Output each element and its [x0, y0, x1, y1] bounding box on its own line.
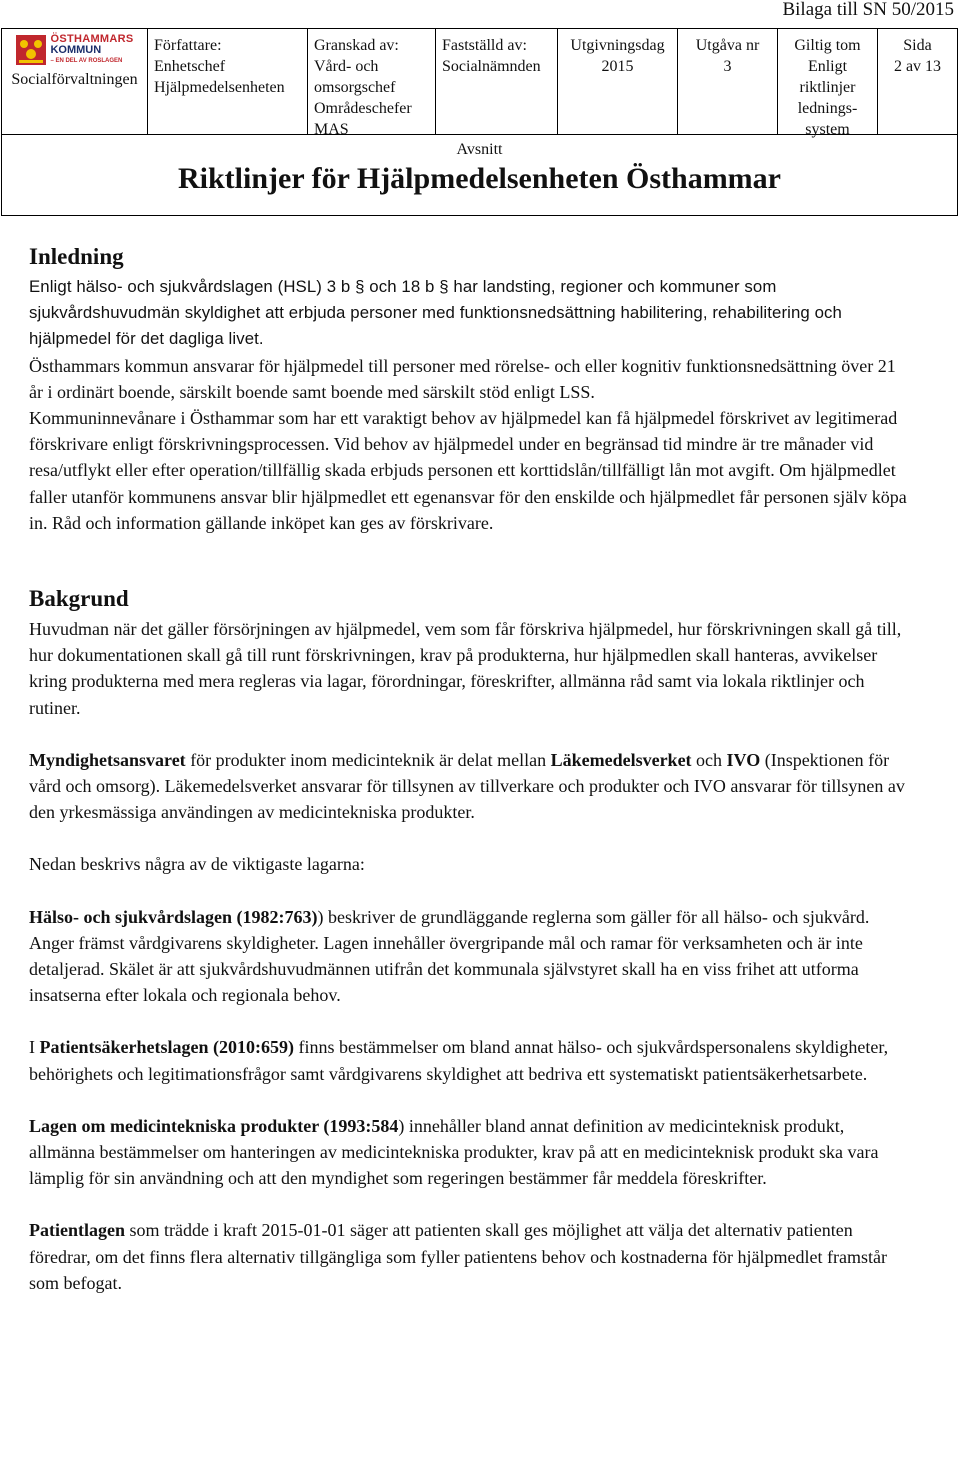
reviewer-label: Granskad av:: [314, 37, 399, 54]
author-line: Enhetschef: [154, 58, 226, 75]
municipality-logo: [2, 33, 147, 67]
author-cell: [148, 29, 308, 134]
page-number-cell: [878, 29, 957, 134]
logo-line-3: – EN DEL AV ROSLAGEN: [50, 57, 123, 64]
law-hsl-paragraph: Hälso- och sjukvårdslagen (1982:763)) beskriver de grundläggande reglerna som gäller för all hälso- och sjukvård. Anger främst vårdgivarens skyldigheter. Lagen innehåller övergripande mål och ramar för verksamheten och är inte detaljerad. Skälet är att sjukvårdshuvudmännen utifrån det kommunala självstyret skall ha en viss frihet att utforma insatserna efter lokala och regionala behov.: [29, 906, 870, 1006]
intro-paragraph: Enligt hälso- och sjukvårdslagen (HSL) 3 b § och 18 b § har landsting, regioner och kommuner som sjukvårdshuvudmän skyldighet att erbjuda personer med funktionsnedsättning habilitering, rehabilitering och hjälpmedel för det dagliga livet.: [29, 277, 842, 349]
authority-paragraph: Myndighetsansvaret för produkter inom medicinteknik är delat mellan Läkemedelsverket och IVO (Inspektionen för vård och omsorg). Läkemedelsverket ansvarar för tillsynen av tillverkare och produkter och IVO ansvarar för tillsynen av den yrkesmässiga användingen av medicintekniska produkter.: [29, 749, 905, 823]
validity-line: Giltig tom: [794, 37, 861, 54]
law-patient-safety-paragraph: I Patientsäkerhetslagen (2010:659) finns bestämmelser om bland annat hälso- och sjukvårdspersonalens skyldigheter, behörighets och legitimationsfrågor samt vårdgivarens skyldighet att bedriva ett systematiskt patientsäkerhetsarbete.: [29, 1037, 889, 1084]
issue-date-cell: [558, 29, 678, 134]
background-paragraph: Huvudman när det gäller försörjningen av hjälpmedel, vem som får förskriva hjälpmedel, hur förskrivningen skall gå till, hur dokumentationen skall gå till runt förskrivningen, krav på produkterna, hur hjälpmedlen skall hanteras, avvikelser kring produkterna med mera regleras via lagar, förordningar, föreskrifter, allmänna råd samt via lokala riktlinjer och rutiner.: [29, 619, 902, 718]
document-header: [1, 28, 958, 216]
department-name: Socialförvaltningen: [11, 71, 138, 88]
approved-value: Socialnämnden: [442, 58, 541, 75]
validity-line: lednings-: [797, 100, 858, 117]
header-grid: [2, 29, 957, 138]
law-name: Patientlagen: [29, 1220, 125, 1241]
validity-line: Enligt: [807, 58, 848, 75]
approved-cell: [436, 29, 558, 134]
section-label: Avsnitt: [456, 141, 503, 158]
logo-line-2: KOMMUN: [50, 43, 102, 56]
intro-heading: Inledning: [29, 244, 124, 269]
reviewer-line: Vård- och: [314, 58, 379, 75]
validity-cell: [778, 29, 878, 138]
law-patient-paragraph: Patientlagen som trädde i kraft 2015-01-01 säger att patienten skall ges möjlighet att välja det alternativ patienten föredrar, om det finns flera alternativ tillgängliga som fyller patientens behov och kostnaderna för hjälpmedlet framstår som befogat.: [29, 1220, 887, 1293]
law-name: Lagen om medicintekniska produkter: [29, 1115, 319, 1136]
law-medtech-paragraph: Lagen om medicintekniska produkter (1993:584) innehåller bland annat definition av medicinteknisk produkt, allmänna bestämmelser om hanteringen av medicintekniska produkter, krav på att en medicinteknisk produkt ska vara lämplig för sin användning och att den myndighet som regeringen bestämmer får meddela föreskrifter.: [29, 1115, 879, 1189]
issue-date-label: Utgivningsdag: [570, 37, 665, 54]
coat-of-arms-icon: [15, 34, 47, 66]
appendix-label: Bilaga till SN 50/2015: [782, 0, 954, 20]
intro-paragraph: Kommuninnevånare i Östhammar som har ett varaktigt behov av hjälpmedel kan få hjälpmedel förskrivet av legitimerad förskrivare enligt förskrivningsprocessen. Vid behov av hjälpmedel under en begränsad tid mindre är tre månader vid resa/utflykt eller efter operation/tillfällig skada erbjuds personen ett korttidslån/tillfälligt lån mot avgift. Om hjälpmedlet faller utanför kommunens ansvar blir hjälpmedlet ett egenansvar för den enskilde och hjälpmedlet får personen själv köpa in. Råd och information gällande inköpet kan ges av förskrivare.: [29, 408, 907, 533]
author-label: Författare:: [154, 37, 222, 54]
law-number: (1993:584: [318, 1115, 399, 1136]
edition-label: Utgåva nr: [695, 37, 760, 54]
validity-line: riktlinjer: [799, 79, 856, 96]
bold-term: Myndighetsansvaret: [29, 749, 186, 770]
validity-line: system: [805, 121, 850, 138]
bold-term: Läkemedelsverket: [550, 749, 692, 770]
law-name: Hälso- och sjukvårdslagen: [29, 906, 233, 927]
author-line: Hjälpmedelsenheten: [154, 79, 285, 96]
reviewer-cell: [308, 29, 436, 138]
reviewer-line: MAS: [314, 121, 349, 138]
logo-wordmark: [50, 34, 133, 67]
approved-label: Fastställd av:: [442, 37, 527, 54]
document-body: [29, 240, 909, 1296]
edition-value: 3: [723, 58, 732, 75]
intro-paragraph: Östhammars kommun ansvarar för hjälpmedel till personer med rörelse- och eller kognitiv funktionsnedsättning över 21 år i ordinärt boende, särskilt boende samt boende med särskilt stöd enligt LSS.: [29, 355, 896, 402]
page-value: 2 av 13: [893, 58, 942, 75]
law-name: Patientsäkerhetslagen: [39, 1037, 209, 1058]
logo-cell: [2, 29, 148, 134]
law-number: (2010:659): [208, 1037, 294, 1058]
issue-date-value: 2015: [601, 58, 634, 75]
reviewer-line: Områdeschefer: [314, 100, 412, 117]
laws-intro: Nedan beskrivs några av de viktigaste lagarna:: [29, 854, 365, 875]
reviewer-line: omsorgschef: [314, 79, 396, 96]
background-heading: Bakgrund: [29, 586, 129, 612]
page-label: Sida: [903, 37, 932, 54]
logo-line-1: ÖSTHAMMARS: [50, 32, 134, 45]
document-title: Riktlinjer för Hjälpmedelsenheten Östhammar: [177, 162, 781, 195]
bold-term: IVO: [726, 749, 761, 770]
edition-cell: [678, 29, 778, 134]
law-number: (1982:763): [232, 906, 318, 927]
